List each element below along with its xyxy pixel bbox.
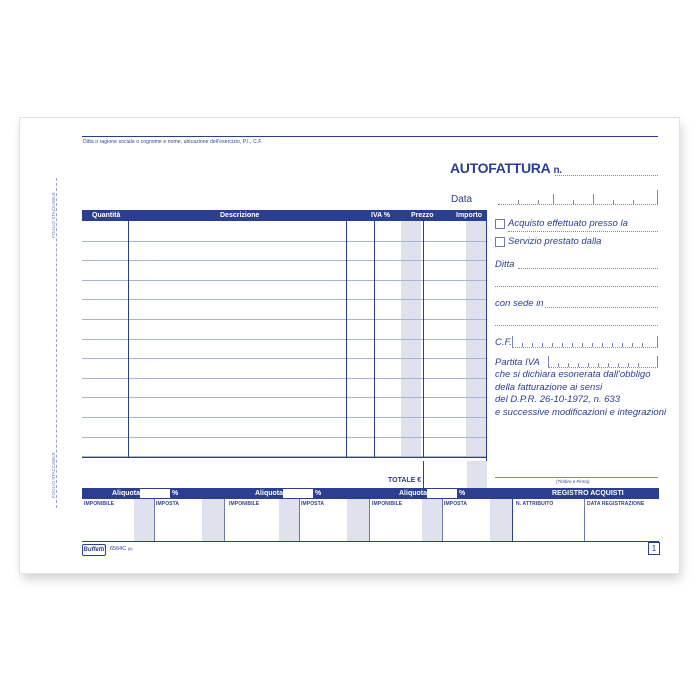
imponibile-1: IMPONIBILE (84, 501, 115, 507)
cf-label: C.F. (495, 337, 512, 348)
number-field[interactable] (555, 175, 658, 176)
total-field[interactable] (423, 461, 487, 489)
table-row[interactable] (82, 417, 486, 418)
checkbox-servizio[interactable] (495, 237, 505, 247)
table-row[interactable] (82, 378, 486, 379)
perforation-label-bottom: FOGLIO STACCABILE (51, 452, 56, 498)
table-row[interactable] (82, 358, 486, 359)
ditta-field[interactable] (518, 268, 658, 269)
sede-label: con sede in (495, 298, 544, 309)
perforation-label-top: FOGLIO STACCABILE (51, 192, 56, 238)
document-title (450, 160, 562, 176)
aliquota-label-3: Aliquota (399, 490, 427, 497)
cf-field[interactable] (512, 336, 658, 348)
vat-summary-band: Aliquota % Aliquota % Aliquota % REGISTRO ACQUISTI (82, 488, 659, 499)
aliquota-label-1: Aliquota (112, 490, 140, 497)
aliquota-field-3[interactable] (427, 489, 457, 498)
declaration-line: della fatturazione ai sensi (495, 381, 603, 393)
col-iva: IVA % (371, 212, 391, 219)
table-row[interactable] (82, 241, 486, 242)
declaration-line: e successive modificazioni e integrazioni (495, 406, 667, 418)
piva-field[interactable] (548, 356, 658, 368)
declaration-line: che si dichiara esonerata dall'obbligo (495, 369, 651, 380)
vat-summary-grid (82, 499, 659, 542)
col-importo: Importo (456, 212, 483, 219)
aliquota-field-1[interactable] (140, 489, 170, 498)
date-label: Data (451, 194, 473, 205)
invoice-sheet (20, 118, 679, 573)
checkbox-acquisto[interactable] (495, 219, 505, 229)
stamp-label: (Timbro e Firma) (556, 479, 590, 484)
n-attributo: N. ATTRIBUITO (516, 501, 554, 507)
sede-field[interactable] (545, 307, 658, 308)
registro-title: REGISTRO ACQUISTI (552, 490, 624, 497)
imponibile-3: IMPONIBILE (372, 501, 403, 507)
col-quantita: Quantità (92, 212, 121, 219)
declaration-text (495, 369, 666, 419)
signature-line[interactable] (495, 477, 658, 478)
piva-label: Partita IVA (495, 357, 540, 368)
aliquota-label-2: Aliquota (255, 490, 283, 497)
table-row[interactable] (82, 339, 486, 340)
imposta-3: IMPOSTA (444, 501, 468, 507)
table-row[interactable] (82, 437, 486, 438)
table-row[interactable] (82, 280, 486, 281)
perforation-line (56, 178, 58, 508)
table-row[interactable] (82, 299, 486, 300)
ditta-caption: Ditta o ragione sociale o cognome e nome, ubicazione dell'esercizio, P.I., C.F. (83, 139, 263, 145)
table-row[interactable] (82, 260, 486, 261)
total-label: TOTALE € (388, 477, 422, 484)
col-prezzo: Prezzo (411, 212, 434, 219)
col-descrizione: Descrizione (220, 212, 260, 219)
ditta-label: Ditta (495, 259, 515, 270)
imposta-2: IMPOSTA (301, 501, 325, 507)
declaration-line: del D.P.R. 26-10-1972, n. 633 (495, 394, 620, 405)
number-label: n. (553, 165, 562, 176)
aliquota-field-2[interactable] (283, 489, 313, 498)
table-row[interactable] (82, 397, 486, 398)
option-acquisto: Acquisto effettuato presso la (508, 218, 628, 229)
option-servizio: Servizio prestato dalla (508, 236, 602, 247)
table-row[interactable] (82, 319, 486, 320)
header-rule (82, 136, 658, 137)
date-field[interactable] (498, 186, 658, 205)
table-header (82, 210, 487, 221)
brand-logo: Buffetti (82, 544, 106, 556)
imposta-1: IMPOSTA (156, 501, 180, 507)
page-number: 1 (648, 542, 660, 555)
imponibile-2: IMPONIBILE (229, 501, 260, 507)
data-registrazione: DATA REGISTRAZIONE (587, 501, 645, 507)
title-text: AUTOFATTURA (450, 160, 550, 176)
form-code: 6564C (b) (110, 546, 133, 552)
